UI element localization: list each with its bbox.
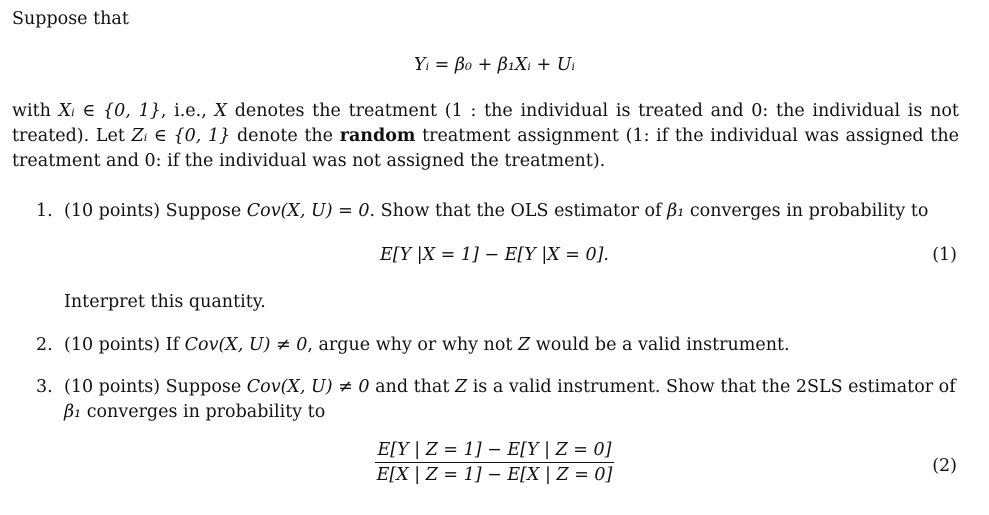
equation-1-number: (1) xyxy=(932,245,957,265)
equation-2-numerator: E[Y | Z = 1] − E[Y | Z = 0] xyxy=(375,440,615,463)
question-3 xyxy=(36,375,959,425)
question-3-pre: (10 points) Suppose xyxy=(64,377,242,397)
question-3-number: 3. xyxy=(36,377,53,397)
question-2-pre: (10 points) If xyxy=(64,335,180,355)
question-3-condition: Cov(X, U) ≠ 0 xyxy=(246,377,370,397)
question-1-beta: β₁ xyxy=(667,201,685,221)
x-variable: X xyxy=(214,101,227,121)
question-1-interpret-row xyxy=(36,290,959,315)
equation-2-fraction xyxy=(375,440,615,485)
z-domain: Zᵢ ∈ {0, 1} xyxy=(131,126,231,146)
question-3-mid2: is a valid instrument. Show that the 2SLS estimator of xyxy=(472,377,956,397)
intro-text: Suppose that xyxy=(12,9,129,29)
question-1-post: converges in probability to xyxy=(689,201,929,221)
question-3-beta: β₁ xyxy=(64,402,82,422)
x-domain: Xᵢ ∈ {0, 1} xyxy=(58,101,161,121)
question-1-mid: . Show that the OLS estimator of xyxy=(369,201,662,221)
random-keyword: random xyxy=(339,126,416,146)
context-text-1: with xyxy=(12,101,51,121)
question-2-post: , argue why or why not xyxy=(307,335,513,355)
equation-1: E[Y |X = 1] − E[Y |X = 0]. xyxy=(380,245,609,265)
question-1-number: 1. xyxy=(36,201,53,221)
question-1-pre: (10 points) Suppose xyxy=(64,201,242,221)
question-1-interpret: Interpret this quantity. xyxy=(64,292,266,312)
model-equation: Yᵢ = β₀ + β₁Xᵢ + Uᵢ xyxy=(414,55,575,75)
context-text-2: , i.e., xyxy=(160,101,207,121)
question-3-post: converges in probability to xyxy=(86,402,326,422)
equation-2-number: (2) xyxy=(932,456,957,476)
context-paragraph xyxy=(12,99,959,174)
question-2-number: 2. xyxy=(36,335,53,355)
question-2-end: would be a valid instrument. xyxy=(535,335,790,355)
question-3-mid: and that xyxy=(375,377,450,397)
context-text-4: denote the xyxy=(236,126,334,146)
question-1-condition: Cov(X, U) = 0 xyxy=(246,201,370,221)
question-2 xyxy=(36,333,959,358)
question-1 xyxy=(36,199,959,224)
context-text-5: treatment assignment (1: if the individual was assigned the treatment and 0: if the individual was not assigned the treatment). xyxy=(12,126,959,171)
context-text-3: denotes the treatment (1 : the individual is treated and 0: the individual is not treated). Let xyxy=(12,101,959,146)
question-3-z: Z xyxy=(454,377,468,397)
question-2-condition: Cov(X, U) ≠ 0 xyxy=(184,335,308,355)
equation-2-denominator: E[X | Z = 1] − E[X | Z = 0] xyxy=(376,465,613,485)
question-2-z: Z xyxy=(517,335,531,355)
equation-2 xyxy=(0,440,989,485)
